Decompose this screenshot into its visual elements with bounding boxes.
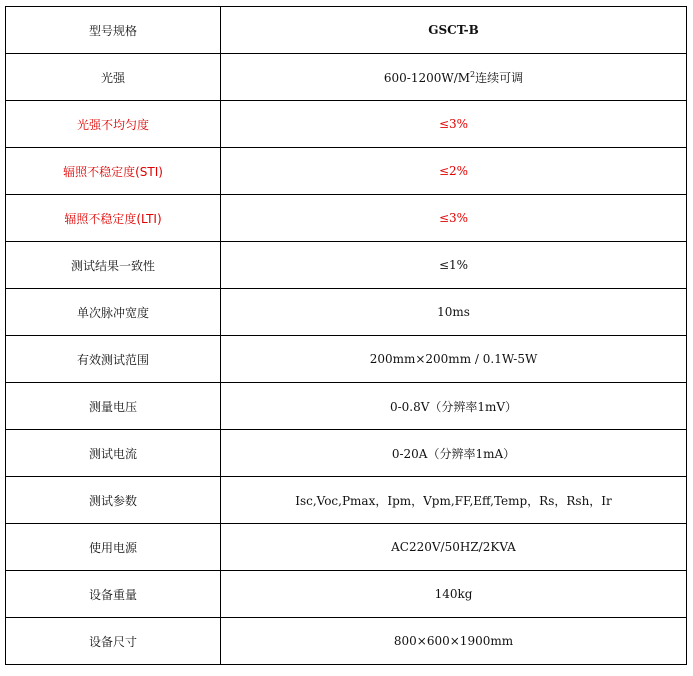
spec-label: 测试参数 [6, 477, 221, 524]
spec-label: 测试结果一致性 [6, 242, 221, 289]
spec-value: 0-0.8V（分辨率1mV） [221, 383, 687, 430]
spec-value: 800×600×1900mm [221, 618, 687, 665]
spec-row-parameters [6, 477, 687, 524]
spec-value: ≤1% [221, 242, 687, 289]
spec-value: 0-20A（分辨率1mA） [221, 430, 687, 477]
spec-label: 光强不均匀度 [6, 101, 221, 148]
spec-label: 测量电压 [6, 383, 221, 430]
spec-row-light-intensity [6, 54, 687, 101]
spec-label: 使用电源 [6, 524, 221, 571]
spec-row-weight [6, 571, 687, 618]
spec-value: GSCT-B [221, 7, 687, 54]
spec-value: 200mm×200mm / 0.1W-5W [221, 336, 687, 383]
spec-row-current [6, 430, 687, 477]
spec-row-test-range [6, 336, 687, 383]
spec-value: ≤2% [221, 148, 687, 195]
spec-value: 10ms [221, 289, 687, 336]
spec-label: 光强 [6, 54, 221, 101]
spec-table [5, 6, 687, 665]
spec-value-superscript: 2 [470, 69, 476, 79]
spec-value: ≤3% [221, 195, 687, 242]
spec-row-nonuniformity [6, 101, 687, 148]
spec-label: 测试电流 [6, 430, 221, 477]
spec-row-sti [6, 148, 687, 195]
spec-value: AC220V/50HZ/2KVA [221, 524, 687, 571]
spec-row-consistency [6, 242, 687, 289]
spec-label: 有效测试范围 [6, 336, 221, 383]
spec-value: 140kg [221, 571, 687, 618]
spec-label: 型号规格 [6, 7, 221, 54]
spec-value: ≤3% [221, 101, 687, 148]
spec-header-row [6, 7, 687, 54]
spec-row-power [6, 524, 687, 571]
spec-row-lti [6, 195, 687, 242]
spec-row-dimensions [6, 618, 687, 665]
spec-value-suffix: 连续可调 [475, 70, 524, 85]
spec-value-prefix: 600-1200W/M [383, 70, 471, 85]
spec-value: Isc,Voc,Pmax，Ipm，Vpm,FF,Eff,Temp，Rs，Rsh，Ir [221, 477, 687, 524]
spec-value [221, 54, 687, 101]
spec-label: 设备尺寸 [6, 618, 221, 665]
spec-label: 辐照不稳定度(STI) [6, 148, 221, 195]
spec-label: 单次脉冲宽度 [6, 289, 221, 336]
spec-row-voltage [6, 383, 687, 430]
spec-label: 辐照不稳定度(LTI) [6, 195, 221, 242]
spec-label: 设备重量 [6, 571, 221, 618]
spec-row-pulse-width [6, 289, 687, 336]
